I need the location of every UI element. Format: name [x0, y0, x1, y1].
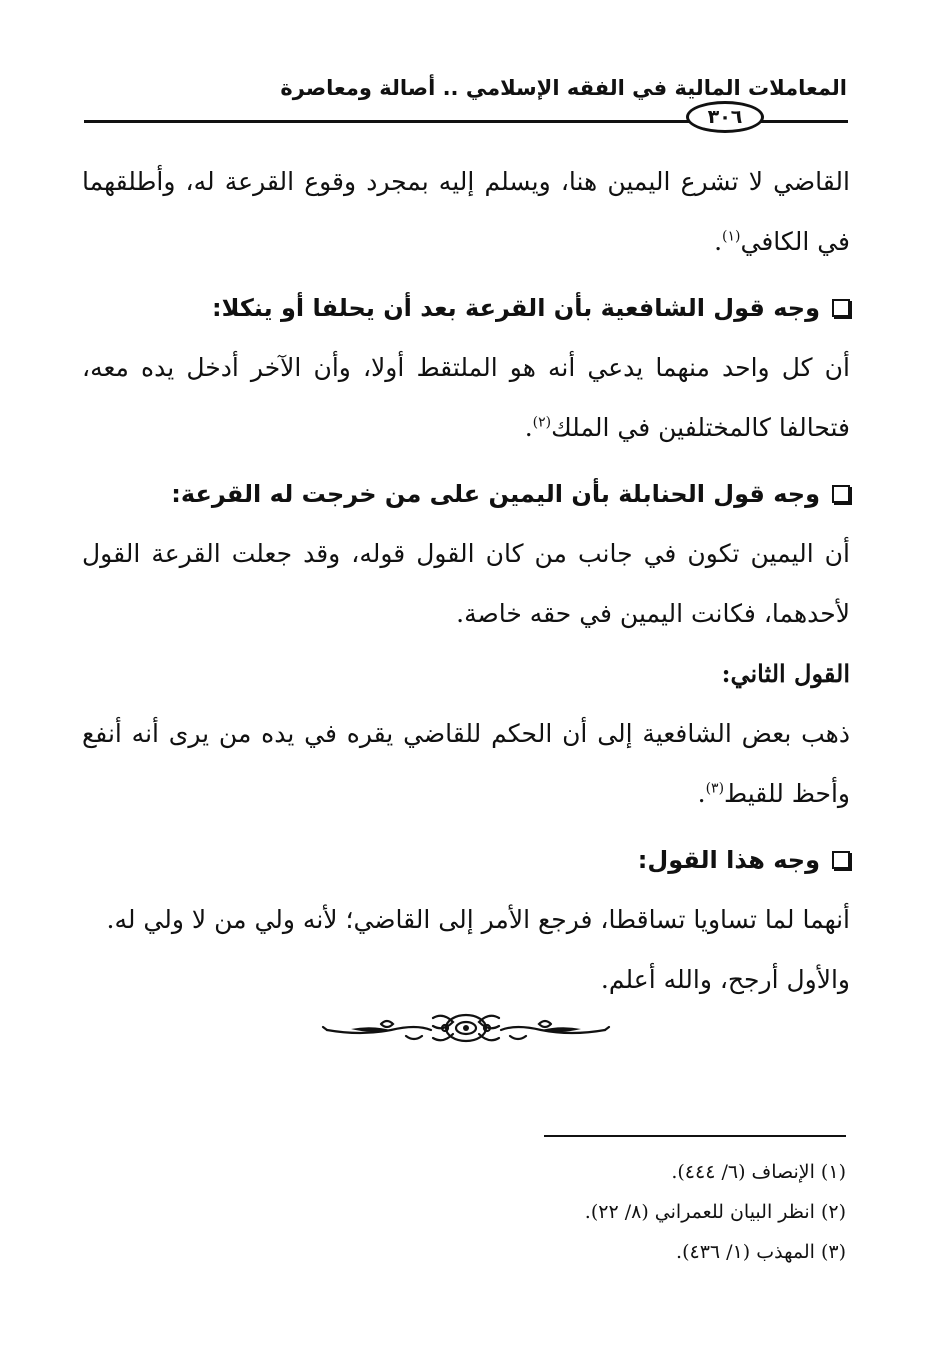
paragraph-1: [82, 152, 850, 272]
heading-shafii-reason-text: وجه قول الشافعية بأن القرعة بعد أن يحلفا أو ينكلا:: [212, 294, 820, 322]
paragraph-4-end: .: [697, 779, 706, 808]
footnote-ref-3: (٣): [705, 780, 725, 797]
heading-shafii-reason: [82, 278, 850, 338]
checkbox-bullet-icon: [832, 299, 850, 317]
paragraph-4: [82, 704, 850, 824]
ornament-svg: [321, 1010, 611, 1046]
checkbox-bullet-icon: [832, 485, 850, 503]
footnote-rule: [544, 1135, 846, 1137]
paragraph-1-end: .: [714, 227, 723, 256]
checkbox-bullet-icon: [832, 851, 850, 869]
paragraph-2-end: .: [524, 413, 533, 442]
footnote-1: (١) الإنصاف (٦/ ٤٤٤).: [671, 1161, 846, 1183]
paragraph-6: والأول أرجح، والله أعلم.: [600, 965, 850, 994]
paragraph-1-text: القاضي لا تشرع اليمين هنا، ويسلم إليه بمجرد وقوع القرعة له، وأطلقهما في الكافي: [82, 167, 850, 256]
paragraph-5: أنهما لما تساويا تساقطا، فرجع الأمر إلى القاضي؛ لأنه ولي من لا ولي له.: [106, 905, 850, 934]
paragraph-3: أن اليمين تكون في جانب من كان القول قوله، وقد جعلت القرعة القول لأحدهما، فكانت اليمين في حقه خاصة.: [82, 539, 850, 628]
main-text: [82, 152, 850, 1010]
paragraph-2: [82, 338, 850, 458]
running-header: المعاملات المالية في الفقه الإسلامي .. أصالة ومعاصرة: [280, 76, 847, 100]
paragraph-4-text: ذهب بعض الشافعية إلى أن الحكم للقاضي يقره في يده من يرى أنه أنفع وأحظ للقيط: [82, 719, 850, 808]
footnote-2: (٢) انظر البيان للعمراني (٨/ ٢٢).: [584, 1201, 846, 1223]
heading-second-opinion: القول الثاني:: [721, 659, 850, 688]
footnotes: [380, 1152, 846, 1272]
page-number: ٣٠٦: [686, 101, 764, 133]
paragraph-2-text: أن كل واحد منهما يدعي أنه هو الملتقط أولا، وأن الآخر أدخل يده معه، فتحالفا كالمختلفين في الملك: [82, 353, 850, 442]
footnote-ref-1: (١): [722, 228, 741, 245]
heading-second-opinion-reason-text: وجه هذا القول:: [637, 846, 820, 874]
footnote-3: (٣) المهذب (١/ ٤٣٦).: [676, 1241, 846, 1263]
heading-second-opinion-reason: [82, 830, 850, 890]
heading-hanbali-reason-text: وجه قول الحنابلة بأن اليمين على من خرجت له القرعة:: [171, 480, 820, 508]
footnote-ref-2: (٢): [532, 414, 552, 431]
ornamental-divider-icon: [0, 1010, 931, 1050]
heading-hanbali-reason: [82, 464, 850, 524]
